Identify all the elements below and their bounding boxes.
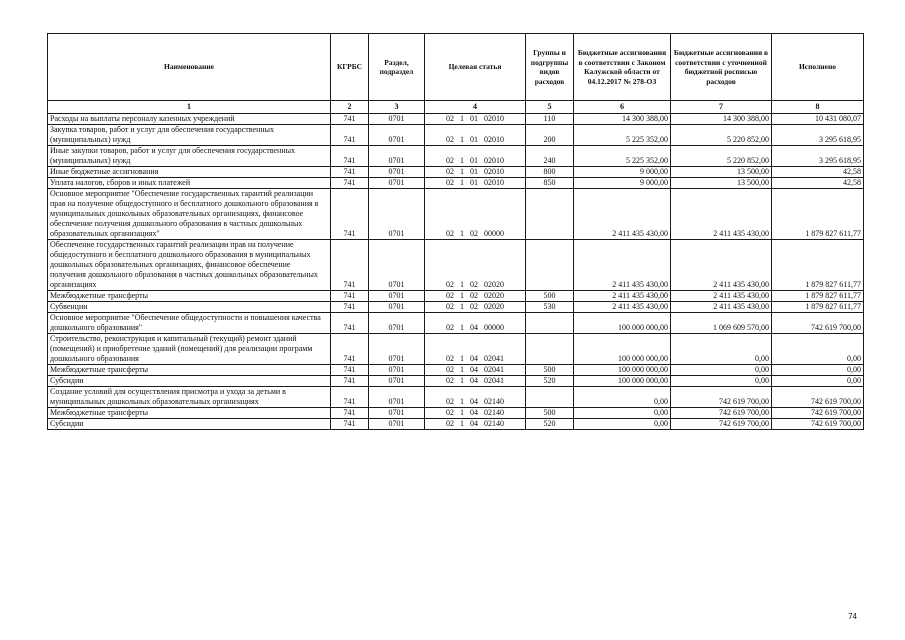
row-executed-amount-cell: 1 879 827 611,77 — [772, 302, 864, 313]
row-refined-amount-cell: 0,00 — [671, 376, 772, 387]
row-refined-amount-cell: 2 411 435 430,00 — [671, 240, 772, 291]
row-name-cell: Основное мероприятие "Обеспечение государственных гарантий реализации прав на получение общедоступного и бесплатного дошкольного образования в муниципальных дошкольных образовательных организациях, финансовое обеспечение получения дошкольного образования в частных дошкольных образовательных организациях" — [48, 189, 331, 240]
row-law-amount-cell: 5 225 352,00 — [574, 146, 671, 167]
row-group-cell — [526, 240, 574, 291]
column-number-row — [48, 101, 864, 114]
row-name-cell: Субвенции — [48, 302, 331, 313]
row-kgrbs-cell: 741 — [331, 189, 369, 240]
row-group-cell: 520 — [526, 419, 574, 430]
row-kgrbs-cell: 741 — [331, 408, 369, 419]
row-name-cell: Иные бюджетные ассигнования — [48, 167, 331, 178]
table-row — [48, 189, 864, 240]
header-kgrbs: КГРБС — [331, 34, 369, 101]
row-law-amount-cell: 100 000 000,00 — [574, 376, 671, 387]
row-section-cell: 0701 — [369, 419, 425, 430]
table-row — [48, 334, 864, 365]
row-target-cell: 02 1 04 02140 — [425, 408, 526, 419]
row-group-cell — [526, 334, 574, 365]
row-name-cell: Расходы на выплаты персоналу казенных учреждений — [48, 114, 331, 125]
column-number: 5 — [526, 101, 574, 114]
row-section-cell: 0701 — [369, 376, 425, 387]
column-number: 8 — [772, 101, 864, 114]
row-name-cell: Субсидии — [48, 376, 331, 387]
column-number: 7 — [671, 101, 772, 114]
header-name: Наименование — [48, 34, 331, 101]
table-row — [48, 178, 864, 189]
row-kgrbs-cell: 741 — [331, 114, 369, 125]
row-group-cell: 800 — [526, 167, 574, 178]
row-section-cell: 0701 — [369, 302, 425, 313]
row-law-amount-cell: 9 000,00 — [574, 178, 671, 189]
row-target-cell: 02 1 04 00000 — [425, 313, 526, 334]
row-kgrbs-cell: 741 — [331, 178, 369, 189]
row-executed-amount-cell: 1 879 827 611,77 — [772, 240, 864, 291]
row-refined-amount-cell: 13 500,00 — [671, 178, 772, 189]
row-name-cell: Закупка товаров, работ и услуг для обеспечения государственных (муниципальных) нужд — [48, 125, 331, 146]
row-target-cell: 02 1 02 02020 — [425, 240, 526, 291]
row-kgrbs-cell: 741 — [331, 302, 369, 313]
row-group-cell: 530 — [526, 302, 574, 313]
row-section-cell: 0701 — [369, 334, 425, 365]
row-law-amount-cell: 2 411 435 430,00 — [574, 240, 671, 291]
header-section: Раздел, подраздел — [369, 34, 425, 101]
row-executed-amount-cell: 742 619 700,00 — [772, 387, 864, 408]
row-executed-amount-cell: 742 619 700,00 — [772, 313, 864, 334]
row-name-cell: Межбюджетные трансферты — [48, 408, 331, 419]
row-group-cell: 500 — [526, 365, 574, 376]
row-target-cell: 02 1 01 02010 — [425, 114, 526, 125]
row-refined-amount-cell: 14 300 388,00 — [671, 114, 772, 125]
table-row — [48, 291, 864, 302]
row-kgrbs-cell: 741 — [331, 167, 369, 178]
table-row — [48, 302, 864, 313]
row-law-amount-cell: 14 300 388,00 — [574, 114, 671, 125]
row-refined-amount-cell: 5 220 852,00 — [671, 125, 772, 146]
row-group-cell: 500 — [526, 291, 574, 302]
row-target-cell: 02 1 01 02010 — [425, 146, 526, 167]
column-number: 2 — [331, 101, 369, 114]
row-executed-amount-cell: 0,00 — [772, 376, 864, 387]
header-refined: Бюджетные ассигнования в соответствии с уточненной бюджетной росписью расходов — [671, 34, 772, 101]
row-group-cell: 240 — [526, 146, 574, 167]
header-law: Бюджетные ассигнования в соответствии с Законом Калужской области от 04.12.2017 № 278-ОЗ — [574, 34, 671, 101]
row-executed-amount-cell: 1 879 827 611,77 — [772, 189, 864, 240]
row-law-amount-cell: 2 411 435 430,00 — [574, 291, 671, 302]
row-section-cell: 0701 — [369, 146, 425, 167]
row-section-cell: 0701 — [369, 408, 425, 419]
row-law-amount-cell: 5 225 352,00 — [574, 125, 671, 146]
row-group-cell — [526, 387, 574, 408]
table-row — [48, 365, 864, 376]
row-law-amount-cell: 0,00 — [574, 408, 671, 419]
table-row — [48, 376, 864, 387]
table-header-row — [48, 34, 864, 101]
table-row — [48, 114, 864, 125]
row-refined-amount-cell: 742 619 700,00 — [671, 419, 772, 430]
row-kgrbs-cell: 741 — [331, 125, 369, 146]
row-refined-amount-cell: 1 069 609 570,00 — [671, 313, 772, 334]
row-law-amount-cell: 0,00 — [574, 419, 671, 430]
column-number: 1 — [48, 101, 331, 114]
row-target-cell: 02 1 01 02010 — [425, 125, 526, 146]
row-section-cell: 0701 — [369, 189, 425, 240]
header-executed: Исполнено — [772, 34, 864, 101]
row-executed-amount-cell: 3 295 618,95 — [772, 146, 864, 167]
header-target: Целевая статья — [425, 34, 526, 101]
row-section-cell: 0701 — [369, 240, 425, 291]
page-number: 74 — [848, 612, 857, 621]
row-kgrbs-cell: 741 — [331, 334, 369, 365]
row-law-amount-cell: 9 000,00 — [574, 167, 671, 178]
row-name-cell: Основное мероприятие "Обеспечение общедоступности и повышения качества дошкольного образования" — [48, 313, 331, 334]
row-executed-amount-cell: 42,58 — [772, 167, 864, 178]
header-groups: Группы и подгруппы видов расходов — [526, 34, 574, 101]
row-executed-amount-cell: 10 431 080,07 — [772, 114, 864, 125]
row-refined-amount-cell: 2 411 435 430,00 — [671, 291, 772, 302]
row-law-amount-cell: 0,00 — [574, 387, 671, 408]
row-group-cell: 200 — [526, 125, 574, 146]
row-kgrbs-cell: 741 — [331, 419, 369, 430]
row-name-cell: Межбюджетные трансферты — [48, 365, 331, 376]
row-section-cell: 0701 — [369, 114, 425, 125]
column-number: 6 — [574, 101, 671, 114]
row-law-amount-cell: 2 411 435 430,00 — [574, 302, 671, 313]
row-executed-amount-cell: 742 619 700,00 — [772, 408, 864, 419]
row-section-cell: 0701 — [369, 167, 425, 178]
row-target-cell: 02 1 04 02140 — [425, 419, 526, 430]
row-target-cell: 02 1 01 02010 — [425, 178, 526, 189]
row-target-cell: 02 1 02 00000 — [425, 189, 526, 240]
table-row — [48, 240, 864, 291]
row-kgrbs-cell: 741 — [331, 365, 369, 376]
row-name-cell: Уплата налогов, сборов и иных платежей — [48, 178, 331, 189]
row-target-cell: 02 1 01 02010 — [425, 167, 526, 178]
row-executed-amount-cell: 0,00 — [772, 334, 864, 365]
row-law-amount-cell: 100 000 000,00 — [574, 334, 671, 365]
row-section-cell: 0701 — [369, 313, 425, 334]
row-target-cell: 02 1 04 02041 — [425, 376, 526, 387]
row-section-cell: 0701 — [369, 365, 425, 376]
row-target-cell: 02 1 04 02041 — [425, 365, 526, 376]
row-kgrbs-cell: 741 — [331, 146, 369, 167]
table-row — [48, 313, 864, 334]
column-number: 3 — [369, 101, 425, 114]
row-name-cell: Иные закупки товаров, работ и услуг для обеспечения государственных (муниципальных) нужд — [48, 146, 331, 167]
row-name-cell: Субсидии — [48, 419, 331, 430]
row-executed-amount-cell: 3 295 618,95 — [772, 125, 864, 146]
row-group-cell — [526, 313, 574, 334]
row-section-cell: 0701 — [369, 178, 425, 189]
table-row — [48, 387, 864, 408]
row-group-cell: 110 — [526, 114, 574, 125]
row-name-cell: Межбюджетные трансферты — [48, 291, 331, 302]
row-law-amount-cell: 2 411 435 430,00 — [574, 189, 671, 240]
table-row — [48, 125, 864, 146]
row-refined-amount-cell: 742 619 700,00 — [671, 408, 772, 419]
table-row — [48, 146, 864, 167]
row-law-amount-cell: 100 000 000,00 — [574, 313, 671, 334]
row-kgrbs-cell: 741 — [331, 291, 369, 302]
row-target-cell: 02 1 04 02041 — [425, 334, 526, 365]
row-group-cell: 850 — [526, 178, 574, 189]
row-target-cell: 02 1 04 02140 — [425, 387, 526, 408]
row-name-cell: Обеспечение государственных гарантий реализации прав на получение общедоступного и бесплатного дошкольного образования в муниципальных дошкольных образовательных организациях, финансовое обеспечение получения дошкольного образования в частных дошкольных образовательных организациях — [48, 240, 331, 291]
row-kgrbs-cell: 741 — [331, 376, 369, 387]
row-refined-amount-cell: 5 220 852,00 — [671, 146, 772, 167]
row-group-cell: 500 — [526, 408, 574, 419]
row-name-cell: Создание условий для осуществления присмотра и ухода за детьми в муниципальных дошкольных образовательных организациях — [48, 387, 331, 408]
row-section-cell: 0701 — [369, 387, 425, 408]
row-refined-amount-cell: 0,00 — [671, 365, 772, 376]
row-executed-amount-cell: 42,58 — [772, 178, 864, 189]
column-number: 4 — [425, 101, 526, 114]
row-executed-amount-cell: 1 879 827 611,77 — [772, 291, 864, 302]
table-row — [48, 419, 864, 430]
row-kgrbs-cell: 741 — [331, 240, 369, 291]
row-executed-amount-cell: 0,00 — [772, 365, 864, 376]
row-kgrbs-cell: 741 — [331, 387, 369, 408]
row-section-cell: 0701 — [369, 125, 425, 146]
row-refined-amount-cell: 13 500,00 — [671, 167, 772, 178]
table-body — [48, 114, 864, 430]
row-kgrbs-cell: 741 — [331, 313, 369, 334]
table-row — [48, 167, 864, 178]
row-group-cell: 520 — [526, 376, 574, 387]
table-row — [48, 408, 864, 419]
row-law-amount-cell: 100 000 000,00 — [574, 365, 671, 376]
row-target-cell: 02 1 02 02020 — [425, 291, 526, 302]
row-refined-amount-cell: 2 411 435 430,00 — [671, 189, 772, 240]
row-refined-amount-cell: 0,00 — [671, 334, 772, 365]
row-executed-amount-cell: 742 619 700,00 — [772, 419, 864, 430]
row-name-cell: Строительство, реконструкция и капитальный (текущий) ремонт зданий (помещений) и приобретение зданий (помещений) для реализации программ дошкольного образования — [48, 334, 331, 365]
row-group-cell — [526, 189, 574, 240]
row-refined-amount-cell: 2 411 435 430,00 — [671, 302, 772, 313]
budget-execution-table — [47, 33, 864, 430]
row-target-cell: 02 1 02 02020 — [425, 302, 526, 313]
row-section-cell: 0701 — [369, 291, 425, 302]
row-refined-amount-cell: 742 619 700,00 — [671, 387, 772, 408]
